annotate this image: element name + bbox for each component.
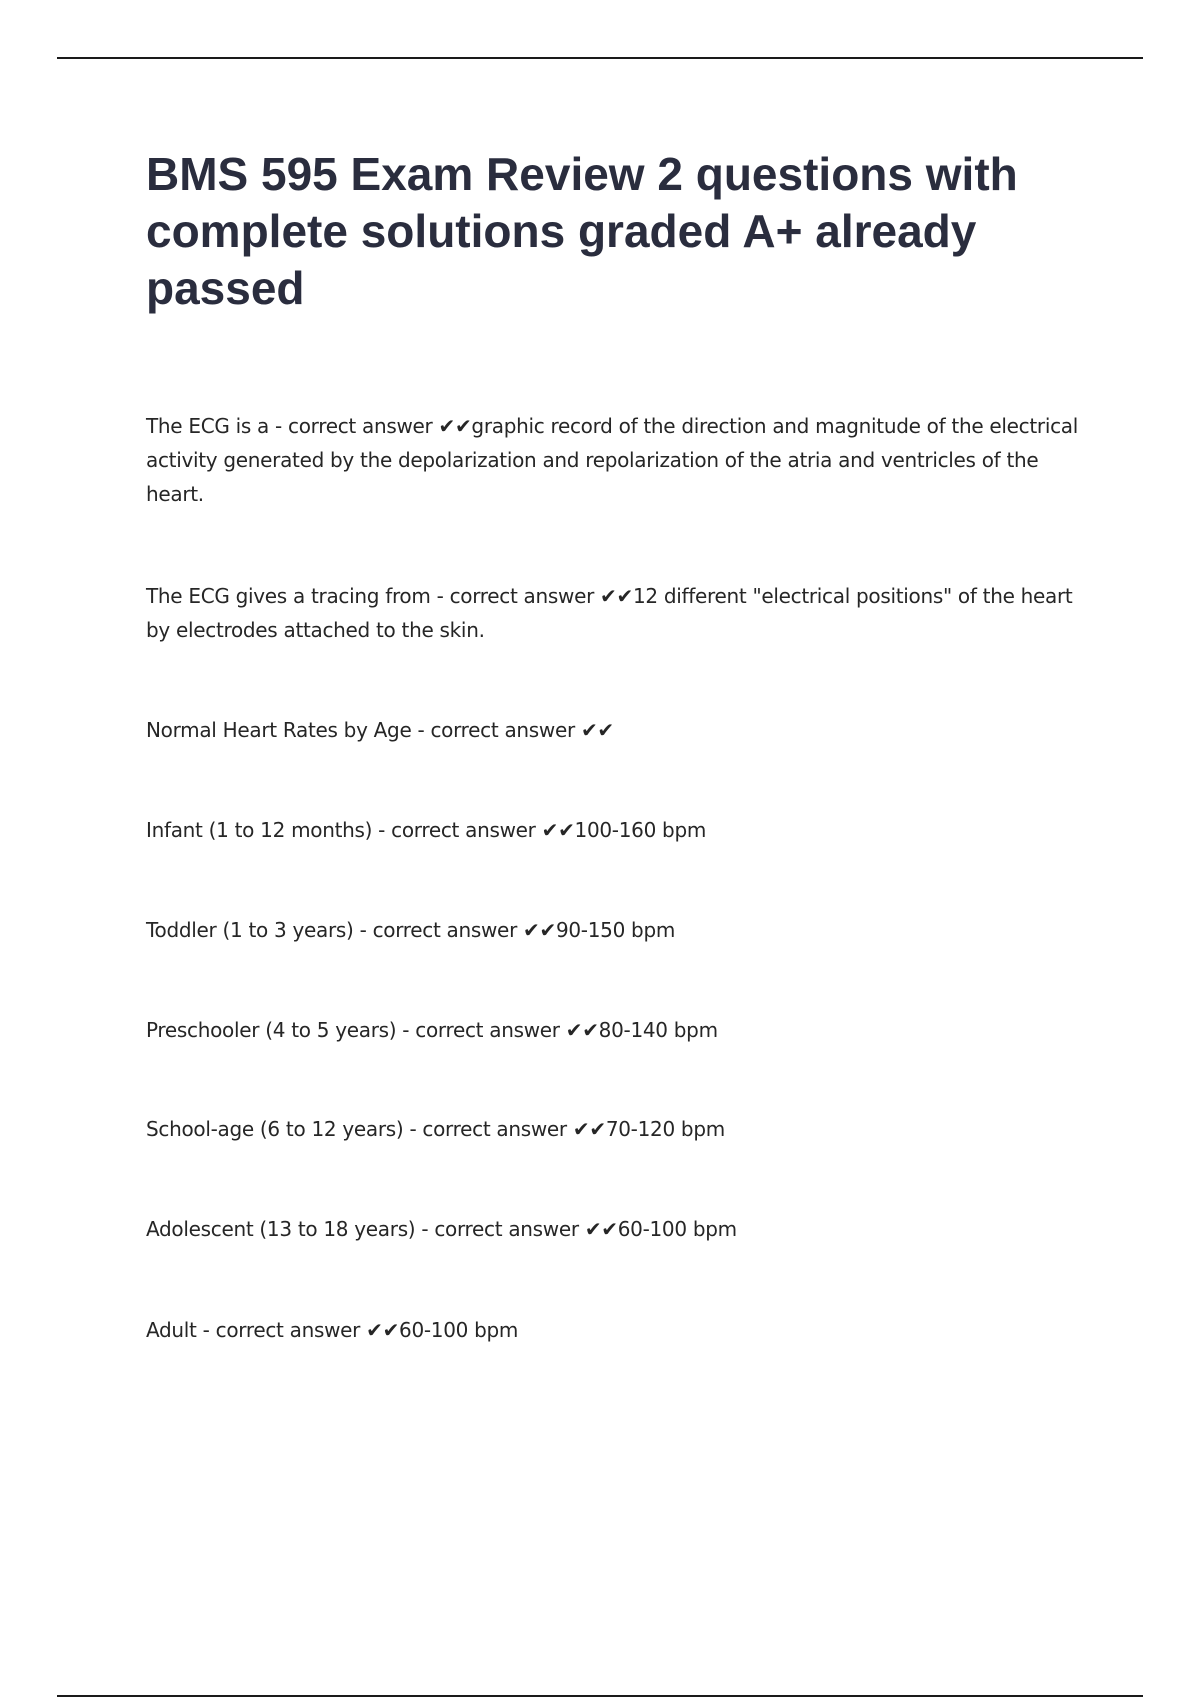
page-title: BMS 595 Exam Review 2 questions with complete solutions graded A+ already passed [146, 148, 1018, 314]
qa-heart-rates-heading: Normal Heart Rates by Age - correct answer ✔✔ [146, 718, 614, 742]
qa-school-age: School-age (6 to 12 years) - correct answer ✔✔70-120 bpm [146, 1117, 725, 1141]
bottom-divider [57, 1695, 1143, 1697]
qa-adult: Adult - correct answer ✔✔60-100 bpm [146, 1318, 519, 1342]
qa-adolescent: Adolescent (13 to 18 years) - correct answer ✔✔60-100 bpm [146, 1217, 737, 1241]
qa-preschooler: Preschooler (4 to 5 years) - correct answer ✔✔80-140 bpm [146, 1018, 718, 1042]
qa-infant: Infant (1 to 12 months) - correct answer ✔✔100-160 bpm [146, 818, 707, 842]
qa-ecg-tracing: The ECG gives a tracing from - correct answer ✔✔12 different "electrical positions" of the heart by electrodes attached to the skin. [146, 584, 1073, 642]
qa-ecg-definition: The ECG is a - correct answer ✔✔graphic record of the direction and magnitude of the electrical activity generated by the depolarization and repolarization of the atria and ventricles of the heart. [146, 414, 1078, 506]
qa-toddler: Toddler (1 to 3 years) - correct answer ✔✔90-150 bpm [146, 918, 676, 942]
top-divider [57, 57, 1143, 59]
